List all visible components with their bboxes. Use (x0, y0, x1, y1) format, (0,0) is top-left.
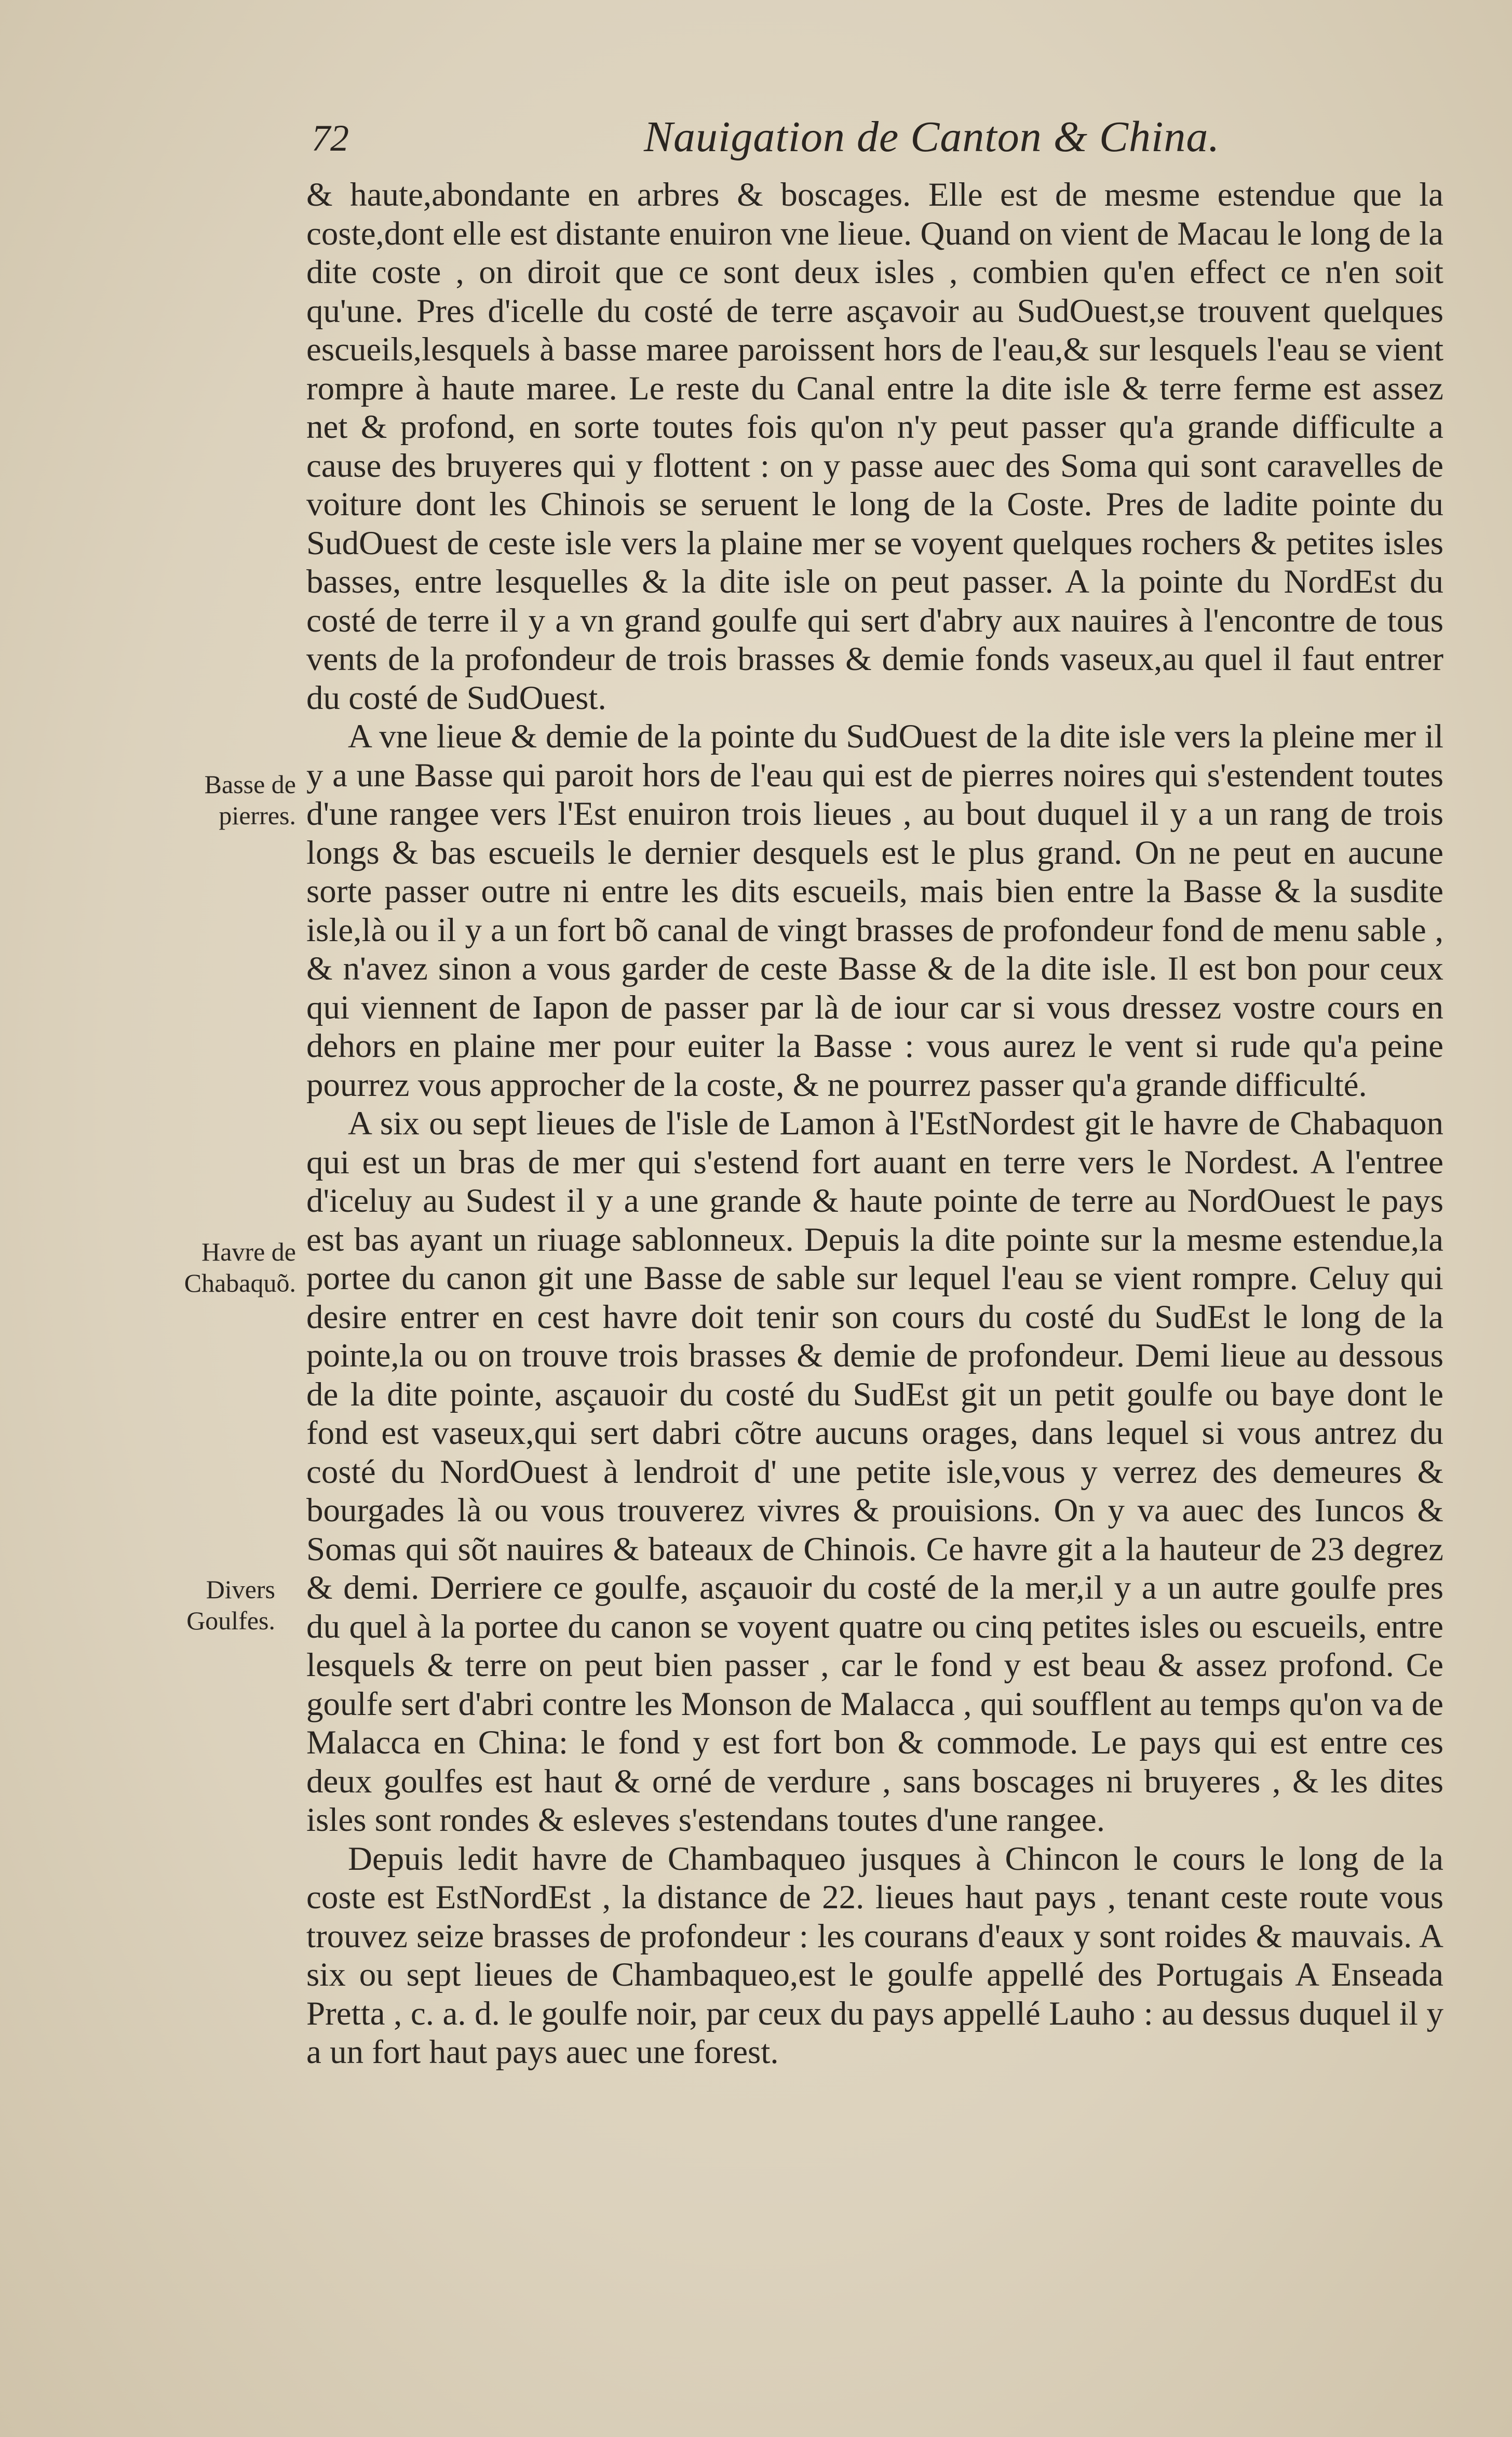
margin-note-line: Havre de (201, 1237, 296, 1266)
paragraph-1: & haute,abondante en arbres & boscages. Elle est de mesme estendue que la coste,dont elle est distante enuiron vne lieue. Quand on vient de Macau le long de la dite coste , on diroit que ce sont deux isles , combien qu'en effect ce n'en soit qu'une. Pres d'icelle du costé de terre asçavoir au SudOuest,se trouvent quelques escueils,lesquels à basse maree paroissent hors de l'eau,& sur lesquels l'eau se vient rompre à haute maree. Le reste du Canal entre la dite isle & terre ferme est assez net & profond, en sorte toutes fois qu'on n'y peut passer qu'a grande difficulte a cause des bruyeres qui y flottent : on y passe auec des Soma qui sont caravelles de voiture dont les Chinois se seruent le long de la Coste. Pres de ladite pointe du SudOuest de ceste isle vers la plaine mer se voyent quelques rochers & petites isles basses, entre lesquelles & la dite isle on peut passer. A la pointe du NordEst du costé de terre il y a vn grand goulfe qui sert d'abry aux nauires à l'encontre de tous vents de la profondeur de trois brasses & demie fonds vaseux,au quel il faut entrer du costé de SudOuest. (306, 176, 1443, 717)
page-number: 72 (312, 117, 349, 159)
margin-note-goulfes (119, 1574, 275, 1636)
page-header (312, 112, 1443, 169)
paragraph-4: Depuis ledit havre de Chambaqueo jusques à Chincon le cours le long de la coste est EstNordEst , la distance de 22. lieues haut pays , tenant ceste route vous trouvez seize brasses de profondeur : les courans d'eaux y sont roides & mauvais. A six ou sept lieues de Chambaqueo,est le goulfe appellé des Portugais A Enseada Pretta , c. a. d. le goulfe noir, par ceux du pays appellé Lauho : au dessus duquel il y a un fort haut pays auec une forest. (306, 1840, 1443, 2071)
margin-note-line: Divers (206, 1575, 275, 1604)
margin-note-line: pierres. (219, 801, 296, 830)
running-title: Nauigation de Canton & China. (644, 113, 1220, 161)
paragraph-3: A six ou sept lieues de l'isle de Lamon à l'EstNordest git le havre de Chabaquon qui est un bras de mer qui s'estend fort auant en terre vers le Nordest. A l'entree d'iceluy au Sudest il y a une grande & haute pointe de terre au NordOuest le pays est bas ayant un riuage sablonneux. Depuis la dite pointe sur la mesme estendue,la portee du canon git une Basse de sable sur lequel l'eau se vient rompre. Celuy qui desire entrer en cest havre doit tenir son cours du costé du SudEst le long de la pointe,la ou on trouve trois brasses & demie de profondeur. Demi lieue au dessous de la dite pointe, asçauoir du costé du SudEst git un petit goulfe ou baye dont le fond est vaseux,qui sert dabri cõtre aucuns orages, dans lequel si vous antrez du costé du NordOuest à lendroit d' une petite isle,vous y verrez des demeures & bourgades là ou vous trouverez vivres & prouisions. On y va auec des Iuncos & Somas qui sõt nauires & bateaux de Chinois. Ce havre git a la hauteur de 23 degrez & demi. Derriere ce goulfe, asçauoir du costé de la mer,il y a un autre goulfe pres du quel à la portee du canon se voyent quatre ou cinq petites isles ou escueils, entre lesquels & terre on peut bien passer , car le fond y est beau & assez profond. Ce goulfe sert d'abri contre les Monson de Malacca , qui soufflent au temps qu'on va de Malacca en China: le fond y est fort bon & commode. Le pays qui est entre ces deux goulfes est haut & orné de verdure , sans boscages ni bruyeres , & les dites isles sont rondes & esleves s'estendans toutes d'une rangee. (306, 1105, 1443, 1839)
margin-note-havre (140, 1236, 296, 1298)
margin-note-line: Basse de (204, 770, 296, 799)
body-text (306, 176, 1443, 2072)
margin-note-basse (140, 769, 296, 831)
paragraph-2: A vne lieue & demie de la pointe du SudOuest de la dite isle vers la pleine mer il y a une Basse qui paroit hors de l'eau qui est de pierres noires qui s'estendent toutes d'une rangee vers l'Est enuiron trois lieues , au bout duquel il y a un rang de trois longs & bas escueils le dernier desquels est le plus grand. On ne peut en aucune sorte passer outre ni entre les dits escueils, mais bien entre la Basse & la susdite isle,là ou il y a un fort bõ canal de vingt brasses de profondeur fond de menu sable , & n'avez sinon a vous garder de ceste Basse & de la dite isle. Il est bon pour ceux qui viennent de Iapon de passer par là de iour car si vous dressez vostre cours en dehors en plaine mer pour euiter la Basse : vous aurez le vent si rude qu'a peine pourrez vous approcher de la coste, & ne pourrez passer qu'a grande difficulté. (306, 718, 1443, 1104)
margin-note-line: Goulfes. (186, 1606, 275, 1635)
margin-note-line: Chabaquõ. (184, 1268, 296, 1297)
